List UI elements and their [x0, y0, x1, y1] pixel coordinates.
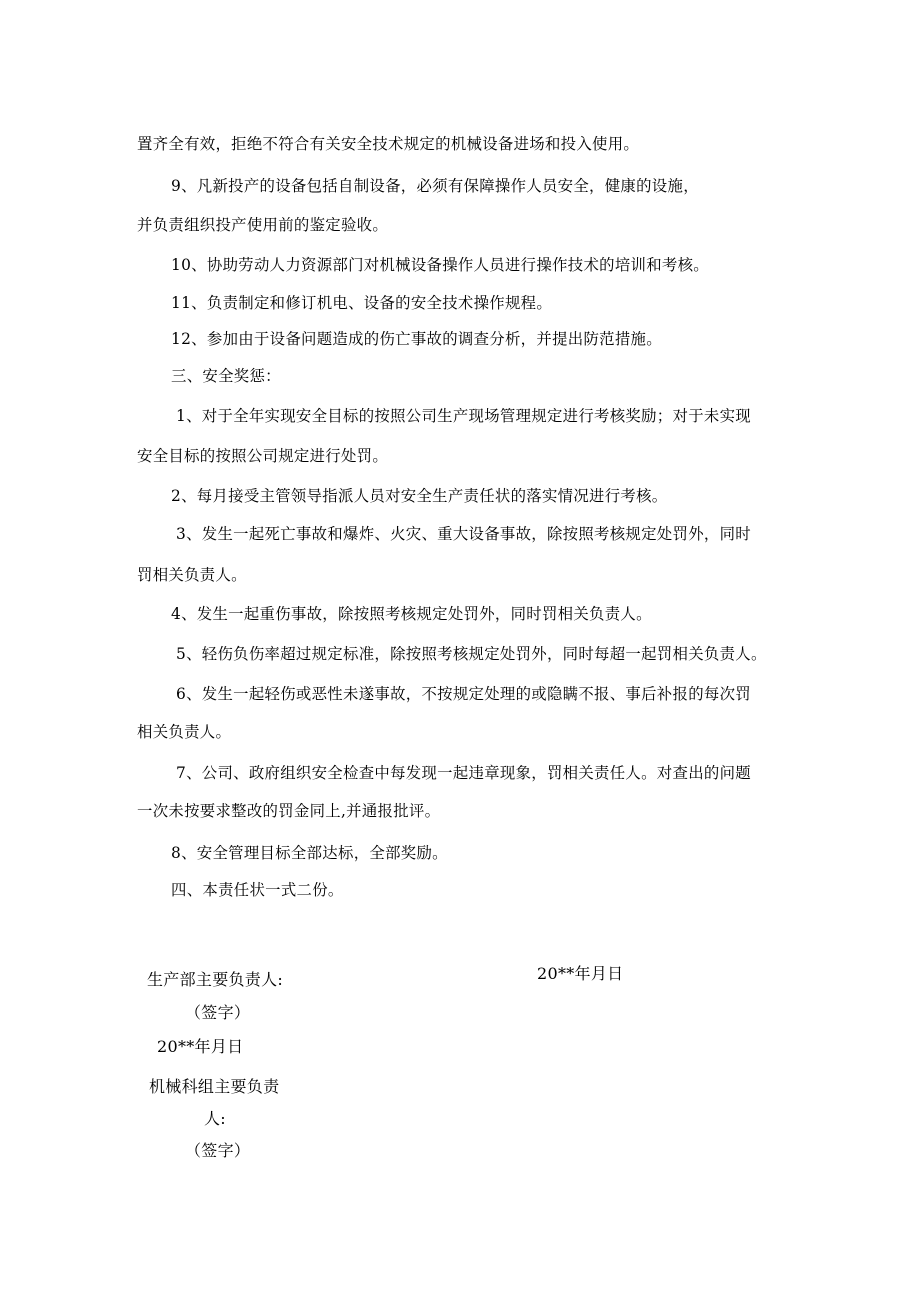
- right-date: 20**年月日: [537, 964, 624, 983]
- clause-9-line-2: 并负责组织投产使用前的鉴定验收。: [137, 216, 389, 234]
- reward-7-line-2: 一次未按要求整改的罚金同上,并通报批评。: [137, 802, 441, 820]
- production-head-sign: （签字）: [185, 1003, 251, 1022]
- production-head-date: 20**年月日: [157, 1037, 244, 1056]
- body-line-1: 置齐全有效，拒绝不符合有关安全技术规定的机械设备进场和投入使用。: [137, 135, 640, 153]
- mech-head-sign: （签字）: [185, 1141, 251, 1160]
- reward-2: 2、每月接受主管领导指派人员对安全生产责任状的落实情况进行考核。: [171, 487, 668, 505]
- section-3-heading: 三、安全奖惩：: [171, 367, 281, 385]
- reward-6-line-2: 相关负责人。: [137, 723, 232, 741]
- mech-head-label-line-2: 人:: [204, 1109, 226, 1128]
- clause-12: 12、参加由于设备问题造成的伤亡事故的调查分析，并提出防范措施。: [171, 330, 662, 348]
- production-head-label: 生产部主要负责人:: [147, 970, 284, 989]
- reward-1-line-2: 安全目标的按照公司规定进行处罚。: [137, 447, 389, 465]
- reward-4: 4、发生一起重伤事故，除按照考核规定处罚外，同时罚相关负责人。: [171, 605, 652, 623]
- mech-head-label-line-1: 机械科组主要负责: [149, 1077, 280, 1096]
- clause-10: 10、协助劳动人力资源部门对机械设备操作人员进行操作技术的培训和考核。: [171, 256, 709, 274]
- clause-11: 11、负责制定和修订机电、设备的安全技术操作规程。: [171, 294, 553, 312]
- reward-1-line-1: 1、对于全年实现安全目标的按照公司生产现场管理规定进行考核奖励；对于未实现: [176, 407, 751, 425]
- reward-3-line-1: 3、发生一起死亡事故和爆炸、火灾、重大设备事故，除按照考核规定处罚外，同时: [176, 525, 751, 543]
- reward-6-line-1: 6、发生一起轻伤或恶性未遂事故，不按规定处理的或隐瞒不报、事后补报的每次罚: [176, 685, 751, 703]
- section-4-heading: 四、本责任状一式二份。: [171, 881, 344, 899]
- clause-9-line-1: 9、凡新投产的设备包括自制设备，必须有保障操作人员安全，健康的设施，: [171, 177, 699, 195]
- reward-5: 5、轻伤负伤率超过规定标准，除按照考核规定处罚外，同时每超一起罚相关负责人。: [176, 645, 767, 663]
- reward-3-line-2: 罚相关负责人。: [137, 566, 247, 584]
- reward-8: 8、安全管理目标全部达标，全部奖励。: [171, 844, 448, 862]
- reward-7-line-1: 7、公司、政府组织安全检查中每发现一起违章现象，罚相关责任人。对查出的问题: [176, 764, 751, 782]
